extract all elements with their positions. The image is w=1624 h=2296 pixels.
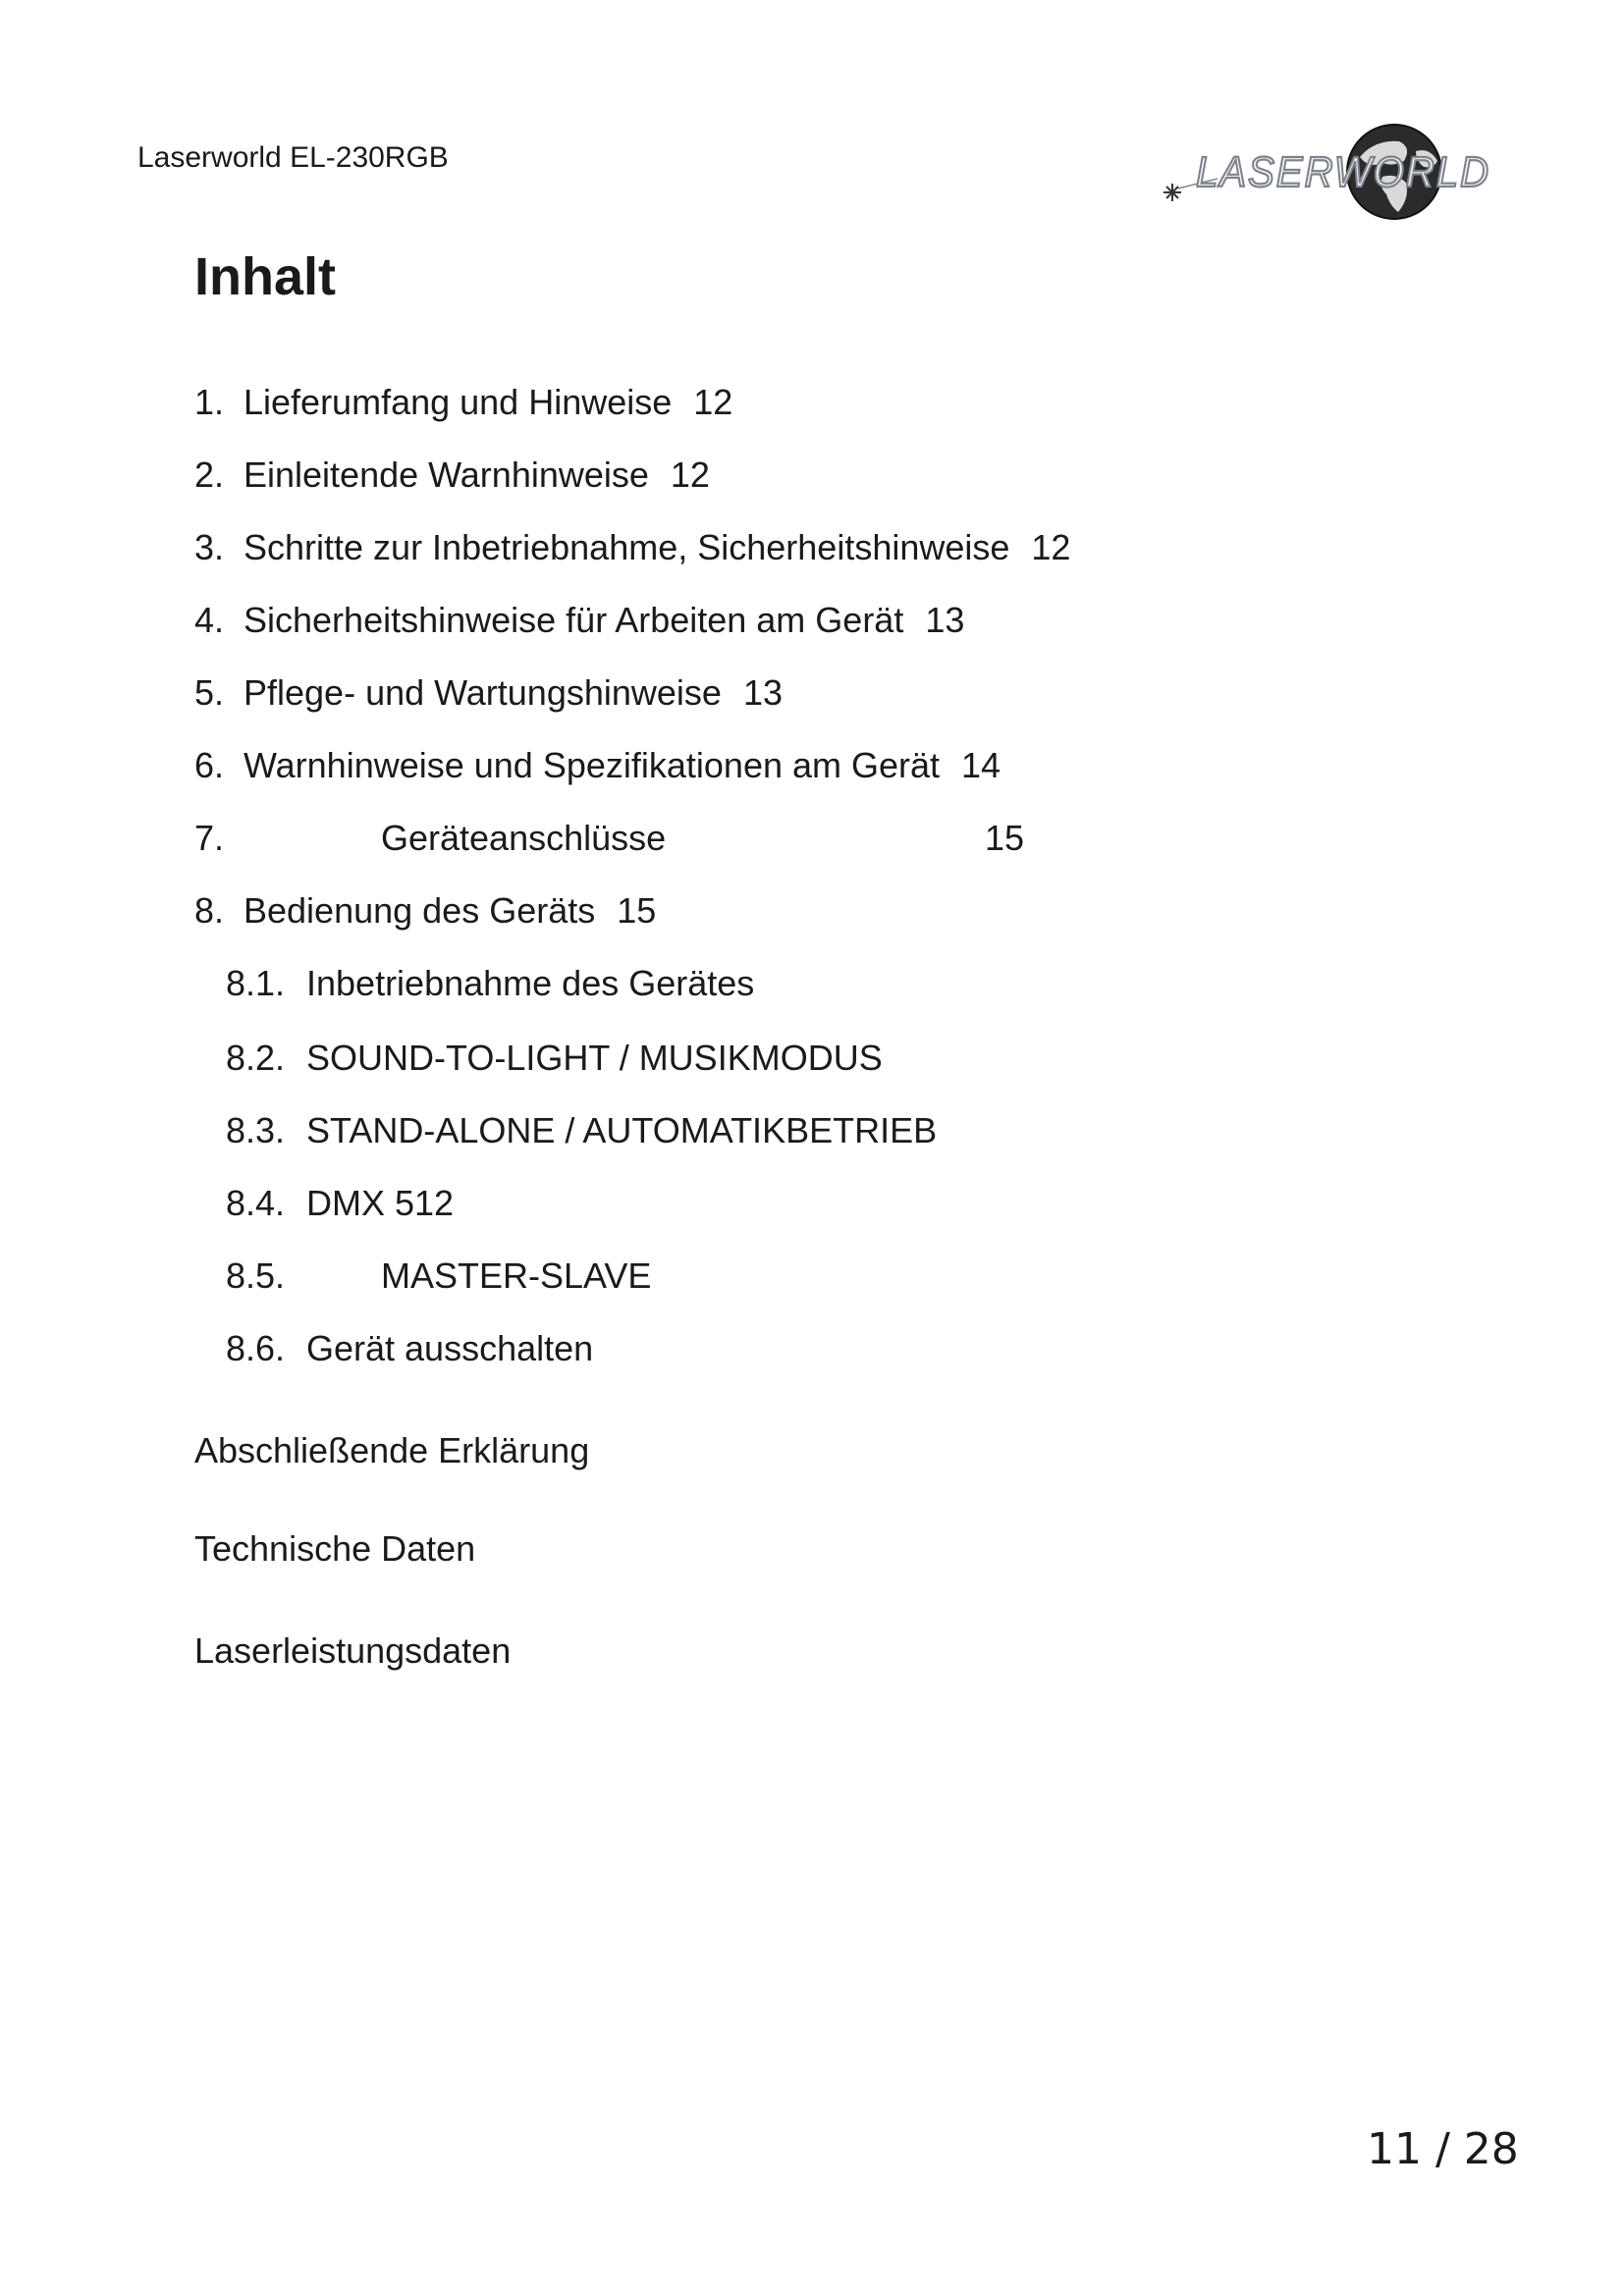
toc-number: 7. — [194, 818, 225, 858]
subtoc-title: Inbetriebnahme des Gerätes — [306, 963, 755, 1003]
subtoc-title: DMX 512 — [306, 1183, 455, 1223]
subtoc-title: Gerät ausschalten — [306, 1328, 594, 1368]
toc-title: Lieferumfang und Hinweise — [244, 382, 673, 422]
toc-page: 12 — [1031, 527, 1071, 567]
toc-entry-2[interactable] — [194, 454, 710, 495]
toc-number: 3. — [194, 527, 225, 567]
subtoc-title: STAND-ALONE / AUTOMATIKBETRIEB — [306, 1110, 938, 1150]
toc-page: 13 — [925, 600, 965, 640]
toc-entry-4[interactable] — [194, 600, 965, 640]
toc-number: 8. — [194, 890, 225, 931]
subtoc-number: 8.4. — [226, 1183, 286, 1223]
logo-text: LASERWORLD — [1196, 148, 1490, 196]
toc-title: Schritte zur Inbetriebnahme, Sicherheitshinweise — [244, 527, 1010, 567]
subtoc-number: 8.1. — [226, 963, 286, 1003]
toc-page: 14 — [961, 745, 1001, 785]
laserworld-logo — [1159, 118, 1512, 226]
subtoc-entry-8-1[interactable] — [226, 963, 755, 1003]
toc-entry-7[interactable] — [194, 818, 1025, 858]
subtoc-entry-8-6[interactable] — [226, 1328, 594, 1368]
subtoc-title: MASTER-SLAVE — [381, 1255, 652, 1296]
page-title: Inhalt — [194, 247, 336, 306]
toc-title: Einleitende Warnhinweise — [244, 454, 649, 495]
toc-number: 1. — [194, 382, 225, 422]
section-laser-power-data[interactable]: Laserleistungsdaten — [194, 1630, 512, 1671]
toc-title: Sicherheitshinweise für Arbeiten am Gerät — [244, 600, 904, 640]
subtoc-entry-8-2[interactable] — [226, 1038, 883, 1078]
toc-page: 15 — [985, 818, 1025, 858]
toc-entry-3[interactable] — [194, 527, 1071, 567]
subtoc-number: 8.5. — [226, 1255, 286, 1296]
toc-page: 13 — [742, 672, 783, 713]
subtoc-number: 8.3. — [226, 1110, 286, 1150]
toc-title: Warnhinweise und Spezifikationen am Gerät — [244, 745, 941, 785]
subtoc-number: 8.6. — [226, 1328, 286, 1368]
document-title: Laserworld EL-230RGB — [137, 141, 449, 174]
section-technical-data[interactable]: Technische Daten — [194, 1528, 476, 1569]
toc-entry-8[interactable] — [194, 890, 657, 931]
subtoc-entry-8-3[interactable] — [226, 1110, 938, 1150]
toc-page: 12 — [693, 382, 733, 422]
toc-page: 12 — [670, 454, 710, 495]
toc-number: 4. — [194, 600, 225, 640]
toc-number: 2. — [194, 454, 225, 495]
toc-entry-5[interactable] — [194, 672, 783, 713]
toc-title: Bedienung des Geräts — [244, 890, 596, 931]
toc-title: Geräteanschlüsse — [381, 818, 667, 858]
toc-page: 15 — [617, 890, 657, 931]
toc-entry-1[interactable] — [194, 382, 733, 422]
subtoc-title: SOUND-TO-LIGHT / MUSIKMODUS — [306, 1038, 883, 1078]
page-number: 11 / 28 — [1367, 2124, 1519, 2174]
subtoc-entry-8-4[interactable] — [226, 1183, 455, 1223]
toc-number: 6. — [194, 745, 225, 785]
toc-entry-6[interactable] — [194, 745, 1001, 785]
subtoc-entry-8-5[interactable] — [226, 1255, 652, 1296]
toc-title: Pflege- und Wartungshinweise — [244, 672, 722, 713]
section-closing-statement[interactable]: Abschließende Erklärung — [194, 1430, 590, 1470]
subtoc-number: 8.2. — [226, 1038, 286, 1078]
toc-number: 5. — [194, 672, 225, 713]
